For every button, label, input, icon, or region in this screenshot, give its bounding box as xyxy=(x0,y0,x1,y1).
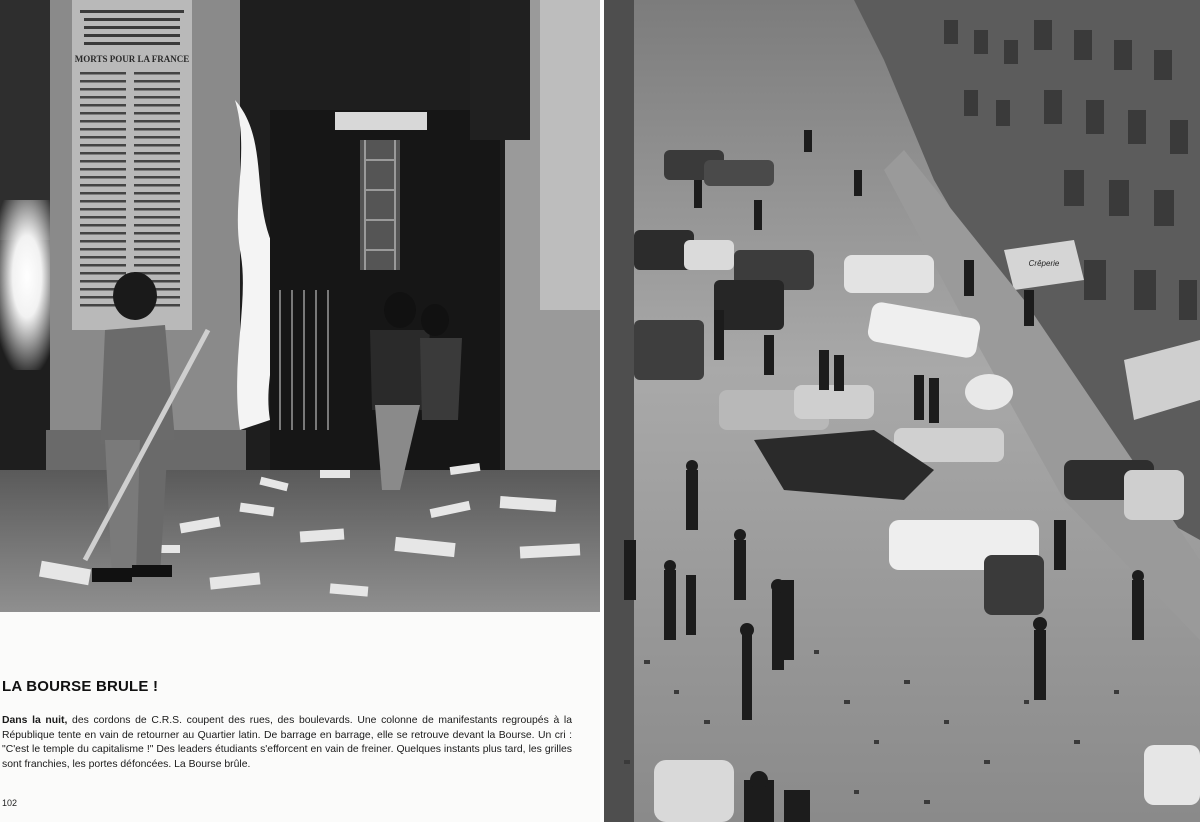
plaque-heading: MORTS POUR LA FRANCE xyxy=(74,54,190,64)
photo-bourse-fire xyxy=(0,0,600,612)
article-lead: Dans la nuit, xyxy=(2,715,68,726)
page-number: 102 xyxy=(2,798,18,808)
street-barricades-illustration xyxy=(604,0,1200,822)
article-body-text: des cordons de C.R.S. coupent des rues, des boulevards. Une colonne de manifestants regroupés à la République tente en vain de retourner au Quartier latin. De barrage en barrage, elle se retrouve devant la Bourse. Un cri : "C'est le temple du capitalisme !" Des leaders étudiants s'efforcent en vain de freiner. Quelques instants plus tard, les grilles sont franchies, les portes défoncées. La Bourse brûle. xyxy=(2,715,573,770)
bourse-fire-illustration xyxy=(0,0,600,612)
article-body xyxy=(2,714,572,772)
article-headline: LA BOURSE BRULE ! xyxy=(2,678,159,695)
shop-sign: Crêperie xyxy=(1028,259,1060,268)
photo-street-barricades xyxy=(604,0,1200,822)
